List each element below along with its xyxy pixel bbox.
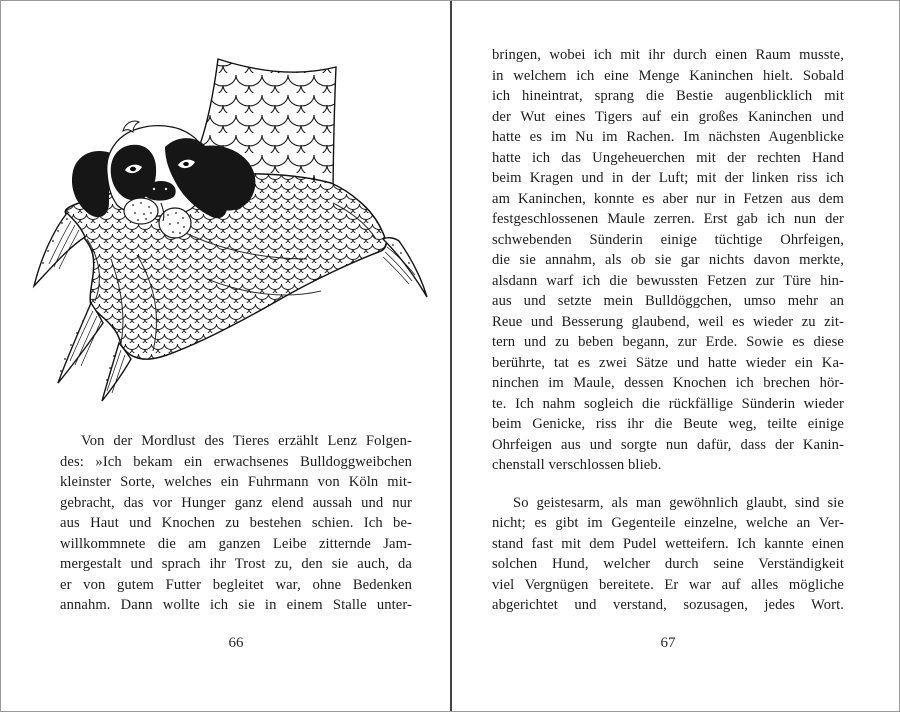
text-line: abgerichtet und verstand, sozusagen, jedes Wort.: [492, 597, 844, 613]
text-line: schwebenden Sünderin einige tüchtige Ohrfeigen,: [492, 231, 844, 248]
text-line: So geistesarm, als man gewöhnlich glaubt, sind sie: [513, 494, 844, 511]
text-line: tern und zu beben begann, zur Erde. Sowie es diese: [492, 334, 844, 350]
text-line: Reue und Besserung glaubend, weil es wieder zu zit-: [492, 313, 844, 330]
text-line: Von der Mordlust des Tieres erzählt Lenz Folgen-: [81, 433, 412, 449]
text-line: der Wut eines Tigers auf ein großes Kaninchen und: [492, 108, 844, 125]
text-line: aus und setzte mein Bulldöggchen, umso mehr an: [492, 293, 844, 309]
text-line: des: »Ich bekam ein erwachsenes Bulldoggweibchen: [60, 453, 412, 470]
claw-right: [383, 238, 427, 297]
left-page-text: [60, 431, 412, 616]
text-line: mergestalt und sprach ihr Trost zu, den sie auch, da: [60, 556, 412, 572]
text-line: ich hineintrat, sprang die Bestie augenblicklich mit: [492, 88, 844, 104]
text-line: die sie annahm, als ob sie gar nichts davon merkte,: [492, 252, 844, 268]
claw-upper-left: [34, 213, 85, 286]
text-line: kleinster Sorte, welches ein Fuhrmann von Köln mit-: [60, 474, 412, 490]
text-line: berührte, tat es zwei Sätze und hatte wieder ein Ka-: [492, 354, 844, 371]
text-line: Ohrfeigen aus und sorgte nun dafür, dass der Kanin-: [492, 436, 844, 453]
text-line: hatte ich das Ungeheuerchen mit der rechten Hand: [492, 149, 844, 166]
right-page-text: [492, 45, 844, 616]
text-line: chenstall verschlossen blieb.: [492, 457, 662, 473]
left-page: [1, 1, 451, 712]
text-line: viel Vergnügen bereitete. Er war auf alles mögliche: [492, 576, 844, 593]
page-number-left: 66: [228, 635, 244, 651]
text-line: beim Kragen und in der Luft; mit der linken riss ich: [492, 170, 844, 186]
text-line: solchen Hund, welcher durch seine Verständigkeit: [492, 556, 844, 572]
text-line: willkommnete die am ganzen Leibe zitternde Jam-: [60, 535, 412, 552]
text-line: nicht; es gibt im Gegenteile einzelne, welche an Ver-: [492, 515, 844, 531]
text-line: bringen, wobei ich mit ihr durch einen Raum musste,: [492, 47, 844, 63]
right-paragraph-2: [492, 493, 844, 616]
right-page: [451, 1, 900, 712]
text-line: ninchen im Maule, dessen Knochen ich brechen hör-: [492, 375, 844, 391]
claw-lower-left: [102, 343, 131, 401]
text-line: am Kaninchen, konnte es aber nur in Fetzen aus dem: [492, 190, 844, 207]
text-line: hatte es im Nu im Rachen. Im nächsten Augenblicke: [492, 129, 844, 145]
text-line: beim Genicke, riss ihr die Beute weg, teilte einige: [492, 416, 844, 432]
page-number-right: 67: [660, 635, 676, 651]
puppy-on-claw-illustration: [15, 53, 437, 413]
text-line: alsdann warf ich die bewussten Fetzen zur Türe hin-: [492, 272, 844, 289]
text-line: in welchem ich eine Menge Kaninchen hielt. Sobald: [492, 67, 844, 84]
text-line: festgeschlossenen Maule zerren. Erst gab ich nun der: [492, 211, 844, 227]
text-line: stand fast mit dem Pudel wetteifern. Ich kannte einen: [492, 535, 844, 552]
text-line: te. Ich nahm sogleich die rückfällige Sünderin wieder: [492, 395, 844, 412]
claw-middle-left: [58, 303, 103, 383]
right-paragraph-1: [492, 45, 844, 476]
left-paragraph: [60, 431, 412, 616]
text-line: aus Haut und Knochen zu bestehen schien. Ich be-: [60, 515, 412, 531]
text-line: annahm. Dann wollte ich sie in einem Stalle unter-: [60, 597, 412, 613]
text-line: gebracht, das vor Hunger ganz elend aussah und nur: [60, 494, 412, 511]
text-line: er von gutem Futter begleitet war, ohne Bedenken: [60, 576, 412, 593]
